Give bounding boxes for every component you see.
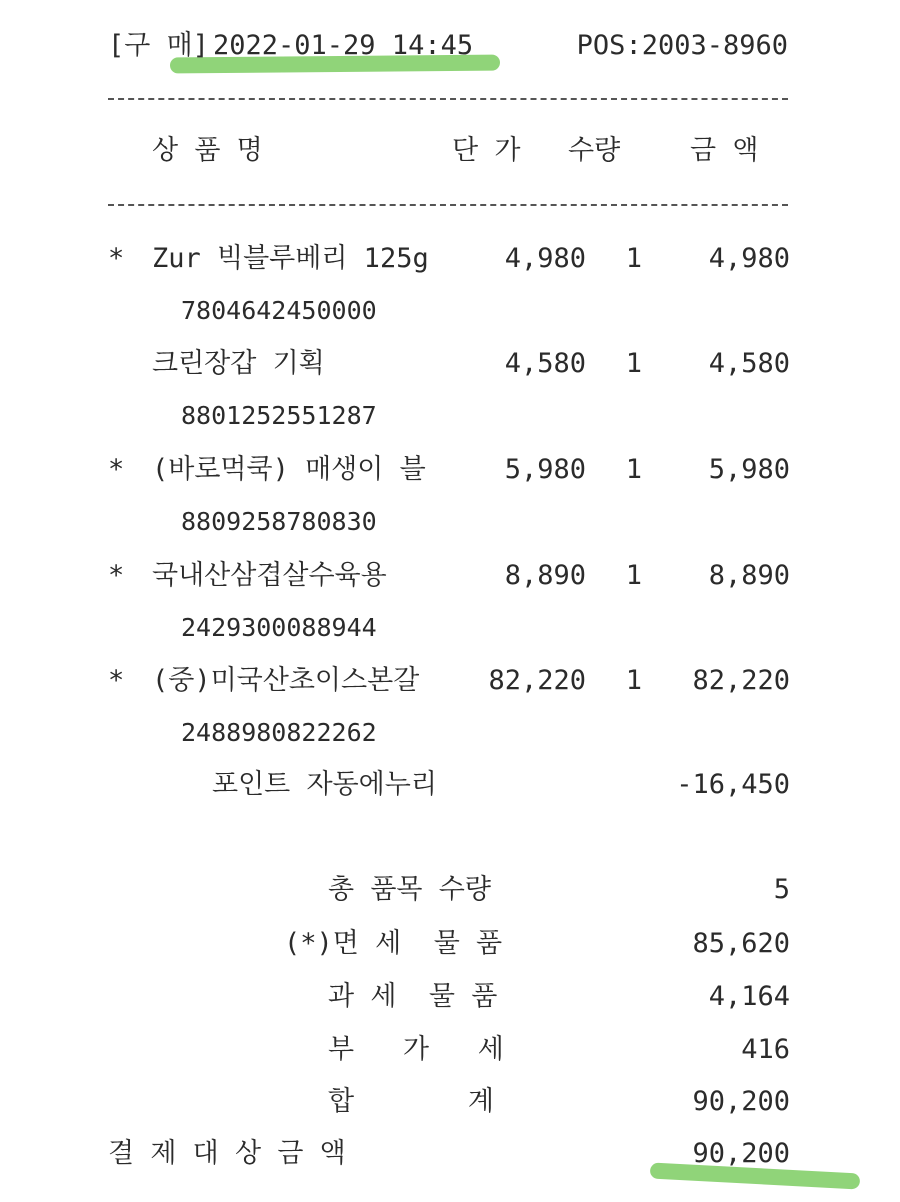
- item-mark: *: [108, 243, 125, 274]
- summary-value: 416: [741, 1034, 790, 1065]
- item-name: (바로먹쿡) 매생이 블: [152, 454, 426, 485]
- summary-value: 90,200: [692, 1086, 790, 1117]
- item-qty: 1: [625, 348, 642, 379]
- discount-label: 포인트 자동에누리: [212, 769, 437, 800]
- separator-bottom: [108, 204, 788, 206]
- item-barcode: 7804642450000: [181, 296, 377, 325]
- pos-number: POS:2003-8960: [576, 30, 788, 61]
- item-name: 크린장갑 기획: [152, 348, 325, 379]
- item-mark: *: [108, 560, 125, 591]
- item-mark: *: [108, 665, 125, 696]
- item-qty: 1: [625, 665, 642, 696]
- col-header-product: 상 품 명: [152, 135, 263, 166]
- payment-label: 결 제 대 상 금 액: [108, 1138, 346, 1169]
- summary-value: 4,164: [708, 981, 790, 1012]
- item-unit-price: 8,890: [504, 560, 586, 591]
- item-unit-price: 5,980: [504, 454, 586, 485]
- item-amount: 4,980: [708, 243, 790, 274]
- payment-amount: 90,200: [692, 1138, 790, 1169]
- item-barcode: 2488980822262: [181, 718, 377, 747]
- item-amount: 5,980: [708, 454, 790, 485]
- summary-value: 5: [773, 874, 790, 905]
- item-unit-price: 4,580: [504, 348, 586, 379]
- item-amount: 8,890: [708, 560, 790, 591]
- receipt-type-label: [구 매]: [108, 30, 209, 61]
- item-name: Zur 빅블루베리 125g: [152, 243, 429, 274]
- col-header-qty: 수량: [568, 135, 621, 166]
- item-barcode: 8801252551287: [181, 401, 377, 430]
- summary-label: 과 세 물 품: [328, 981, 498, 1012]
- item-amount: 82,220: [692, 665, 790, 696]
- item-qty: 1: [625, 560, 642, 591]
- summary-label: 합 계: [328, 1086, 494, 1117]
- summary-value: 85,620: [692, 928, 790, 959]
- summary-label: 부 가 세: [328, 1034, 504, 1065]
- discount-amount: -16,450: [676, 769, 790, 800]
- col-header-unit-price: 단 가: [452, 135, 521, 166]
- item-name: 국내산삼겹살수육용: [152, 560, 387, 591]
- item-qty: 1: [625, 243, 642, 274]
- item-unit-price: 4,980: [504, 243, 586, 274]
- item-name: (중)미국산초이스본갈: [152, 665, 420, 696]
- summary-label: 총 품목 수량: [328, 874, 491, 905]
- item-barcode: 2429300088944: [181, 613, 377, 642]
- summary-label: (*)면 세 물 품: [284, 928, 503, 959]
- receipt-datetime: 2022-01-29 14:45: [213, 30, 474, 61]
- item-qty: 1: [625, 454, 642, 485]
- item-mark: *: [108, 454, 125, 485]
- item-unit-price: 82,220: [488, 665, 586, 696]
- item-barcode: 8809258780830: [181, 507, 377, 536]
- col-header-amount: 금 액: [690, 135, 759, 166]
- item-amount: 4,580: [708, 348, 790, 379]
- separator-top: [108, 98, 788, 100]
